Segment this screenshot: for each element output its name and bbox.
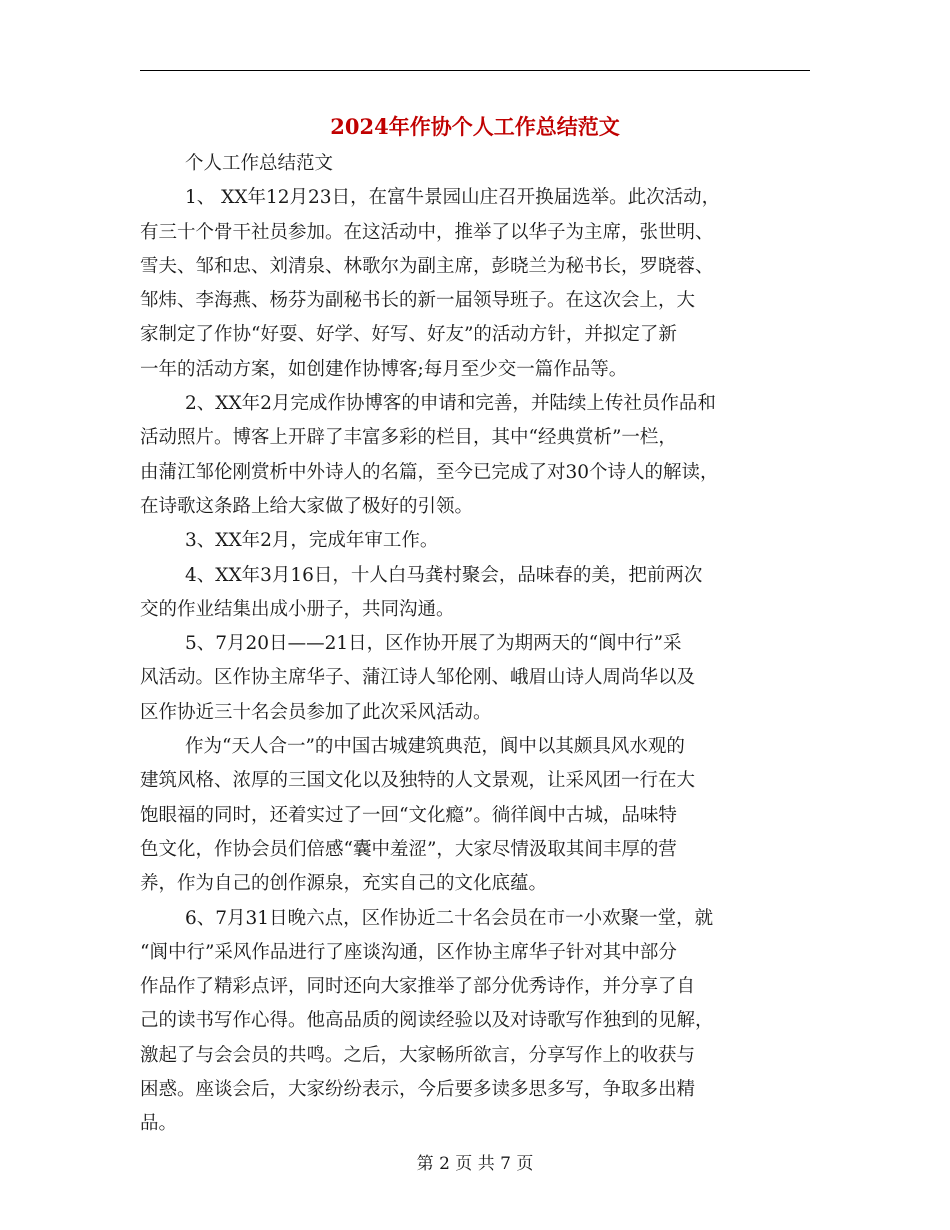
paragraph-subtitle: [140, 147, 810, 181]
text-line: 交的作业结集出成小册子，共同沟通。: [140, 598, 455, 620]
text-line: 1、 XX年12月23日，在富牛景园山庄召开换届选举。此次活动，: [185, 187, 721, 209]
text-line: 饱眼福的同时，还着实过了一回“文化瘾”。徜徉阆中古城，品味特: [140, 804, 677, 826]
paragraph-item-4: [140, 559, 810, 628]
text-line: 雪夫、邹和忠、刘清泉、林歌尔为副主席，彭晓兰为秘书长，罗晓蓉、: [140, 255, 714, 277]
text-line: 2、XX年2月完成作协博客的申请和完善，并陆续上传社员作品和: [185, 393, 716, 415]
text-line: 活动照片。博客上开辟了丰富多彩的栏目，其中“经典赏析”一栏，: [140, 427, 677, 449]
text-line: 家制定了作协“好耍、好学、好写、好友”的活动方针，并拟定了新: [140, 324, 677, 346]
text-line: 品。: [140, 1113, 178, 1135]
paragraph-item-3: [140, 524, 810, 558]
text-line: 风活动。区作协主席华子、蒲江诗人邹伦刚、峨眉山诗人周尚华以及: [140, 667, 696, 689]
text-line: 由蒲江邹伦刚赏析中外诗人的名篇，至今已完成了对30个诗人的解读，: [140, 461, 719, 483]
text-line: 有三十个骨干社员参加。在这活动中，推举了以华子为主席，张世明、: [140, 221, 714, 243]
paragraph-item-5: [140, 627, 810, 730]
text-line: 色文化，作协会员们倍感“囊中羞涩”，大家尽情汲取其间丰厚的营: [140, 838, 677, 860]
text-line: 作为“天人合一”的中国古城建筑典范，阆中以其颇具风水观的: [185, 736, 685, 758]
paragraph-item-6: [140, 902, 810, 1142]
text-line: 区作协近三十名会员参加了此次采风活动。: [140, 701, 492, 723]
text-line: 5、7月20日——21日，区作协开展了为期两天的“阆中行”采: [185, 633, 682, 655]
paragraph-item-1: [140, 181, 810, 387]
text-line: 在诗歌这条路上给大家做了极好的引领。: [140, 495, 474, 517]
text-line: 己的读书写作心得。他高品质的阅读经验以及对诗歌写作独到的见解，: [140, 1010, 714, 1032]
text-line: 建筑风格、浓厚的三国文化以及独特的人文景观，让采风团一行在大: [140, 770, 696, 792]
paragraph-item-2: [140, 387, 810, 524]
text-line: 6、7月31日晚六点，区作协近二十名会员在市一小欢聚一堂，就: [185, 907, 714, 929]
text-line: 作品作了精彩点评，同时还向大家推举了部分优秀诗作，并分享了自: [140, 976, 696, 998]
text-line: 邹炜、李海燕、杨芬为副秘书长的新一届领导班子。在这次会上，大: [140, 290, 696, 312]
document-title: 2024年作协个人工作总结范文: [330, 114, 620, 139]
text-line: 3、XX年2月，完成年审工作。: [185, 530, 439, 552]
text-line: 一年的活动方案，如创建作协博客;每月至少交一篇作品等。: [140, 358, 628, 380]
text-line: 养，作为自己的创作源泉，充实自己的文化底蕴。: [140, 873, 548, 895]
text-line: 激起了与会会员的共鸣。之后，大家畅所欲言，分享写作上的收获与: [140, 1044, 696, 1066]
document-body: [140, 147, 810, 1142]
text-line: 4、XX年3月16日，十人白马龚村聚会，品味春的美，把前两次: [185, 564, 703, 586]
text-line: 个人工作总结范文: [185, 153, 334, 174]
text-line: 困惑。座谈会后，大家纷纷表示，今后要多读多思多写，争取多出精: [140, 1079, 696, 1101]
header-divider: [140, 70, 810, 71]
paragraph-langzhong: [140, 730, 810, 901]
page-number-footer: 第 2 页 共 7 页: [416, 1154, 534, 1174]
text-line: “阆中行”采风作品进行了座谈沟通，区作协主席华子针对其中部分: [140, 941, 677, 963]
